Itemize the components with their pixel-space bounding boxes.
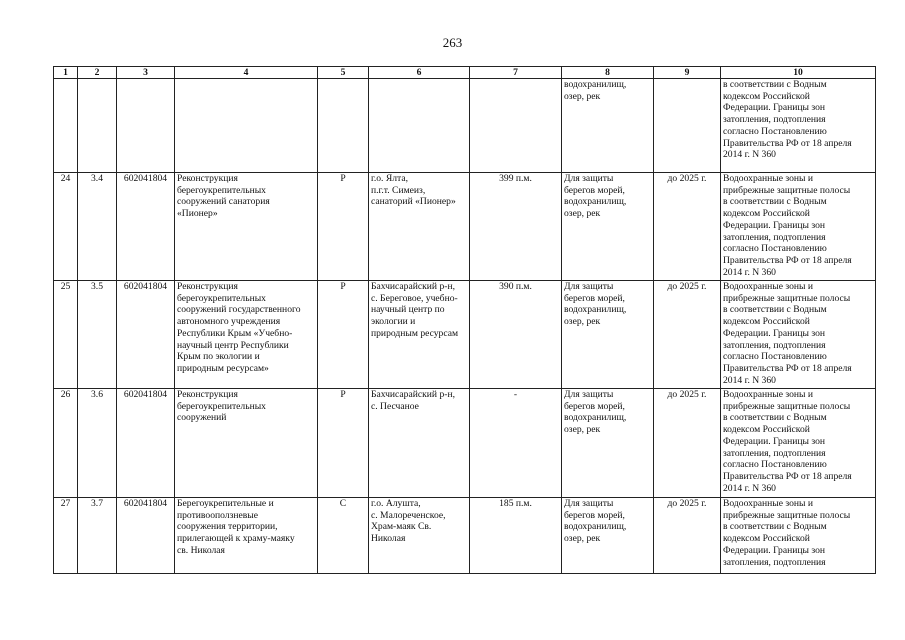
code-cell: 3.4 — [78, 173, 117, 281]
purpose-cell: Для защиты берегов морей, водохранилищ, озер, рек — [562, 389, 654, 498]
term-cell: до 2025 г. — [654, 281, 721, 389]
empty-cell — [369, 79, 470, 173]
term-cell: до 2025 г. — [654, 173, 721, 281]
name-cell: Реконструкция берегоукрепительных сооружений государственного автономного учреждения Республики Крым «Учебно- научный центр Республики Крым по экологии и природным ресурсам» — [175, 281, 318, 389]
col-header-1: 1 — [54, 67, 78, 79]
row-number-cell: 25 — [54, 281, 78, 389]
empty-cell — [117, 79, 175, 173]
id-cell: 602041804 — [117, 173, 175, 281]
location-cell: Бахчисарайский р-н, с. Береговое, учебно- научный центр по экологии и природным ресурсам — [369, 281, 470, 389]
purpose-cell: водохранилищ, озер, рек — [562, 79, 654, 173]
code-cell: 3.7 — [78, 498, 117, 574]
purpose-cell: Для защиты берегов морей, водохранилищ, озер, рек — [562, 498, 654, 574]
col-header-7: 7 — [470, 67, 562, 79]
name-cell: Берегоукрепительные и противооползневые сооружения территории, прилегающей к храму-маяку св. Николая — [175, 498, 318, 574]
row-number-cell: 26 — [54, 389, 78, 498]
name-cell: Реконструкция берегоукрепительных сооружений санатория «Пионер» — [175, 173, 318, 281]
code-cell: 3.6 — [78, 389, 117, 498]
col-header-5: 5 — [318, 67, 369, 79]
zones-cell: Водоохранные зоны и прибрежные защитные полосы в соответствии с Водным кодексом Российской Федерации. Границы зон затопления, подтопления согласно Постановлению Правительства РФ от 18 апреля 2014 г. N 360 — [721, 389, 876, 498]
type-cell: Р — [318, 173, 369, 281]
length-cell: 399 п.м. — [470, 173, 562, 281]
empty-cell — [175, 79, 318, 173]
id-cell: 602041804 — [117, 389, 175, 498]
zones-cell: Водоохранные зоны и прибрежные защитные полосы в соответствии с Водным кодексом Российской Федерации. Границы зон затопления, подтопления согласно Постановлению Правительства РФ от 18 апреля 2014 г. N 360 — [721, 173, 876, 281]
id-cell: 602041804 — [117, 281, 175, 389]
table-row — [54, 173, 876, 281]
purpose-cell: Для защиты берегов морей, водохранилищ, озер, рек — [562, 281, 654, 389]
type-cell: Р — [318, 389, 369, 498]
table-row-continuation — [54, 79, 876, 173]
location-cell: г.о. Ялта, п.г.т. Симеиз, санаторий «Пионер» — [369, 173, 470, 281]
name-cell: Реконструкция берегоукрепительных сооружений — [175, 389, 318, 498]
empty-cell — [318, 79, 369, 173]
col-header-6: 6 — [369, 67, 470, 79]
col-header-10: 10 — [721, 67, 876, 79]
col-header-3: 3 — [117, 67, 175, 79]
row-number-cell: 27 — [54, 498, 78, 574]
length-cell: 185 п.м. — [470, 498, 562, 574]
table-row — [54, 389, 876, 498]
col-header-4: 4 — [175, 67, 318, 79]
type-cell: Р — [318, 281, 369, 389]
length-cell: 390 п.м. — [470, 281, 562, 389]
code-cell: 3.5 — [78, 281, 117, 389]
table-row — [54, 281, 876, 389]
empty-cell — [654, 79, 721, 173]
length-cell: - — [470, 389, 562, 498]
id-cell: 602041804 — [117, 498, 175, 574]
location-cell: г.о. Алушта, с. Малореченское, Храм-маяк Св. Николая — [369, 498, 470, 574]
zones-cell: Водоохранные зоны и прибрежные защитные полосы в соответствии с Водным кодексом Российской Федерации. Границы зон затопления, подтопления согласно Постановлению Правительства РФ от 18 апреля 2014 г. N 360 — [721, 281, 876, 389]
empty-cell — [470, 79, 562, 173]
col-header-8: 8 — [562, 67, 654, 79]
col-header-2: 2 — [78, 67, 117, 79]
zones-cell: Водоохранные зоны и прибрежные защитные полосы в соответствии с Водным кодексом Российской Федерации. Границы зон затопления, подтопления — [721, 498, 876, 574]
term-cell: до 2025 г. — [654, 498, 721, 574]
header-row — [54, 67, 876, 79]
empty-cell — [78, 79, 117, 173]
zones-cell: в соответствии с Водным кодексом Российской Федерации. Границы зон затопления, подтопления согласно Постановлению Правительства РФ от 18 апреля 2014 г. N 360 — [721, 79, 876, 173]
page-number: 263 — [442, 35, 463, 50]
empty-cell — [54, 79, 78, 173]
purpose-cell: Для защиты берегов морей, водохранилищ, озер, рек — [562, 173, 654, 281]
col-header-9: 9 — [654, 67, 721, 79]
row-number-cell: 24 — [54, 173, 78, 281]
table-row — [54, 498, 876, 574]
term-cell: до 2025 г. — [654, 389, 721, 498]
document-table — [53, 66, 876, 574]
location-cell: Бахчисарайский р-н, с. Песчаное — [369, 389, 470, 498]
type-cell: С — [318, 498, 369, 574]
